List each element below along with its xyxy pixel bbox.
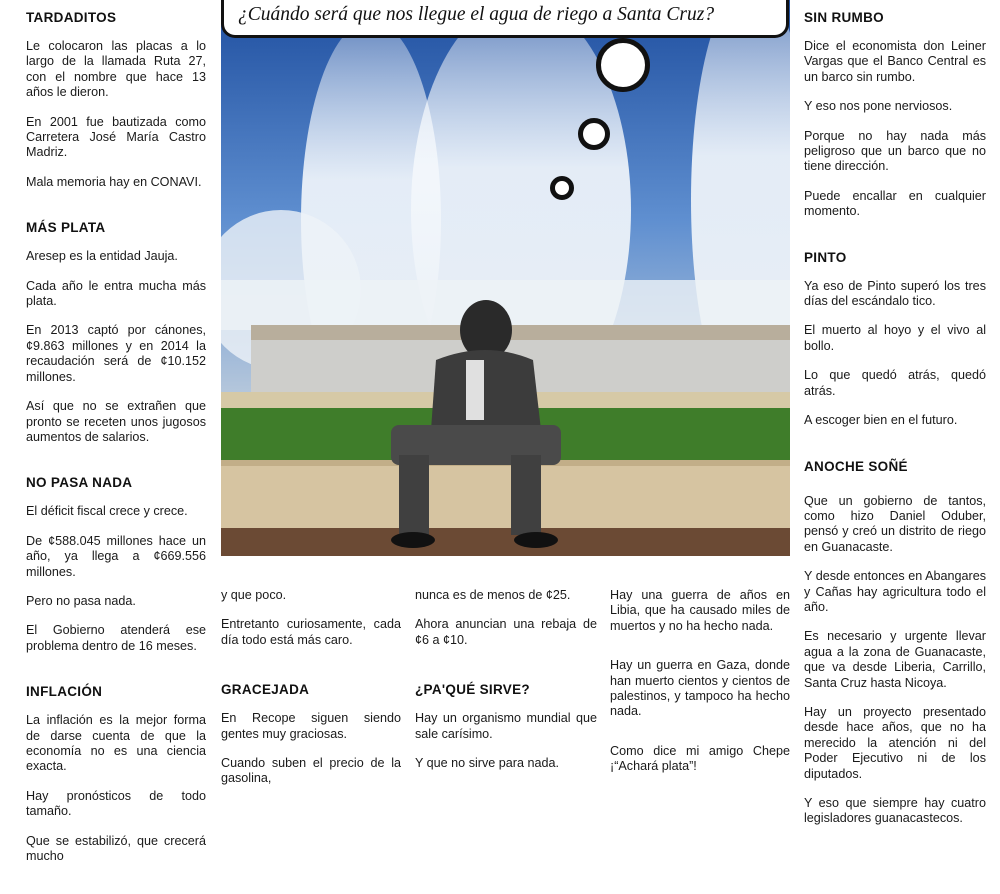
paragraph: Ahora anuncian una rebaja de ¢6 a ¢10. [415, 617, 597, 647]
paragraph: nunca es de menos de ¢25. [415, 588, 571, 602]
section-sin-rumbo [804, 0, 986, 220]
paragraph: Hay una guerra de años en Libia, que ha causado miles de muertos y no ha hecho nada. [610, 588, 790, 633]
paragraph: Mala memoria hay en CONAVI. [26, 174, 202, 189]
paragraph: Le colocaron las placas a lo largo de la llamada Ruta 27, con el nombre que hace 13 años le dieron. [26, 39, 206, 100]
fountain-photo [221, 0, 790, 556]
section-title: PINTO [804, 249, 847, 265]
thought-bubble-small [550, 176, 574, 200]
paragraph: Aresep es la entidad Jauja. [26, 249, 178, 264]
paragraph: Cuando suben el precio de la gasolina, [221, 756, 401, 786]
paragraph: Así que no se extrañen que pronto se receten unos jugosos aumentos de salarios. [26, 399, 206, 444]
fountain-illustration [221, 0, 790, 556]
paragraph: Que un gobierno de tantos, como hizo Daniel Oduber, pensó y creó un distrito de riego en Guanacaste. [804, 493, 986, 554]
thought-bubble-medium [578, 118, 610, 150]
section-title: GRACEJADA [221, 682, 310, 698]
paragraph: Que se estabilizó, que crecerá mucho [26, 833, 206, 863]
section-title: TARDADITOS [26, 10, 117, 25]
section-mas-plata [26, 220, 206, 445]
paragraph: El Gobierno atenderá ese problema dentro de 16 meses. [26, 623, 206, 653]
paragraph: Hay un guerra en Gaza, donde han muerto cientos y cientos de palestinos, y tampoco ha hecho nada. [610, 658, 790, 719]
paragraph: Lo que quedó atrás, quedó atrás. [804, 368, 986, 398]
paragraph: Cada año le entra mucha más plata. [26, 278, 206, 309]
photo-caption-bubble: ¿Cuándo será que nos llegue el agua de riego a Santa Cruz? [221, 0, 789, 38]
paragraph: Y desde entonces en Abangares y Cañas hay agricultura todo el año. [804, 569, 986, 614]
paragraph: En 2001 fue bautizada como Carretera José María Castro Madriz. [26, 114, 206, 160]
section-title: SIN RUMBO [804, 10, 884, 25]
section-inflacion [26, 684, 206, 864]
paragraph: En 2013 captó por cánones, ¢9.863 millones y en 2014 la recaudación será de ¢10.152 millones. [26, 323, 206, 384]
paragraph: En Recope siguen siendo gentes muy graciosas. [221, 711, 401, 741]
paragraph: Pero no pasa nada. [26, 593, 136, 608]
paragraph: La inflación es la mejor forma de darse cuenta de que la economía no es una ciencia exacta. [26, 713, 206, 774]
paragraph: Y eso nos pone nerviosos. [804, 99, 953, 114]
paragraph: Dice el economista don Leiner Vargas que el Banco Central es un barco sin rumbo. [804, 39, 986, 84]
section-title: ¿PA'QUÉ SIRVE? [415, 682, 530, 698]
middle-column-3 [610, 588, 790, 789]
right-column [804, 0, 986, 857]
middle-column-1 [221, 588, 401, 801]
paragraph: El déficit fiscal crece y crece. [26, 504, 188, 519]
section-title: MÁS PLATA [26, 220, 106, 236]
paragraph: Hay pronósticos de todo tamaño. [26, 788, 206, 819]
paragraph: Y que no sirve para nada. [415, 756, 559, 771]
section-title: INFLACIÓN [26, 684, 103, 700]
paragraph: Hay un proyecto presentado desde hace años, que no ha merecido la atención ni del Poder Ejecutivo ni de los diputados. [804, 704, 986, 781]
paragraph: y que poco. [221, 588, 287, 602]
middle-column-2 [415, 588, 597, 785]
paragraph: Puede encallar en cualquier momento. [804, 188, 986, 219]
paragraph: Ya eso de Pinto superó los tres días del escándalo tico. [804, 278, 986, 309]
paragraph: Es necesario y urgente llevar agua a la zona de Guanacaste, que va desde Liberia, Carrillo, Santa Cruz hasta Nicoya. [804, 629, 986, 690]
section-title: NO PASA NADA [26, 475, 133, 491]
paragraph: A escoger bien en el futuro. [804, 413, 958, 428]
section-pinto [804, 250, 986, 429]
paragraph: El muerto al hoyo y el vivo al bollo. [804, 323, 986, 353]
section-no-pasa-nada [26, 475, 206, 654]
paragraph: Y eso que siempre hay cuatro legisladores guanacastecos. [804, 796, 986, 826]
paragraph: Hay un organismo mundial que sale carísimo. [415, 711, 597, 741]
section-anoche-sone [804, 459, 986, 827]
section-title: ANOCHE SOÑÉ [804, 458, 908, 474]
paragraph: Como dice mi amigo Chepe ¡“Achará plata”! [610, 743, 790, 774]
paragraph: Entretanto curiosamente, cada día todo está más caro. [221, 617, 401, 647]
paragraph: De ¢588.045 millones hace un año, ya llega a ¢669.556 millones. [26, 533, 206, 579]
left-column [26, 0, 206, 894]
section-tardaditos [26, 0, 206, 190]
paragraph: Porque no hay nada más peligroso que un barco que no tiene dirección. [804, 128, 986, 174]
thought-bubble-large [596, 38, 650, 92]
